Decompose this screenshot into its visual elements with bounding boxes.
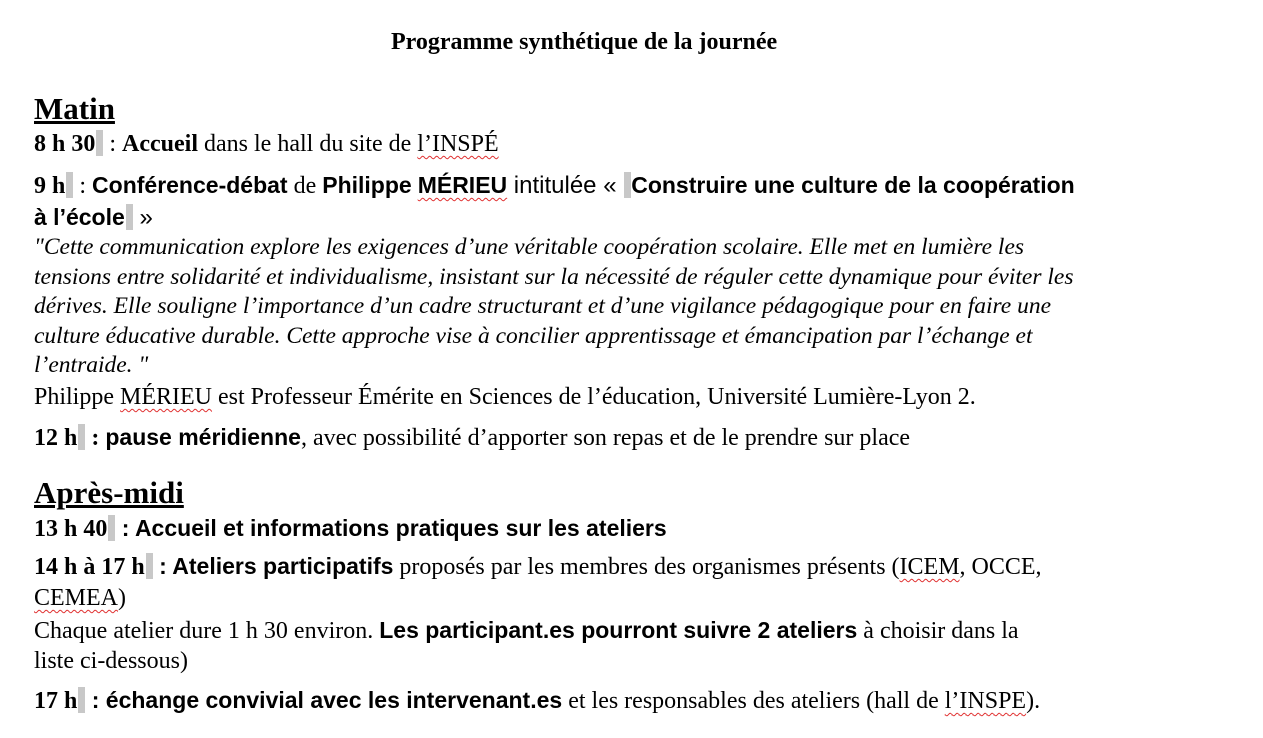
conference-title-continued bbox=[34, 202, 153, 233]
ateliers-duration bbox=[34, 615, 1019, 646]
time-label: 14 h à 17 h bbox=[34, 554, 145, 580]
item-text: liste ci-dessous) bbox=[34, 648, 188, 674]
item-label: : Ateliers participatifs bbox=[152, 553, 394, 579]
schedule-item-echange bbox=[34, 685, 1040, 716]
item-text: ) bbox=[118, 585, 126, 611]
ateliers-continued bbox=[34, 583, 126, 613]
time-label: 9 h bbox=[34, 173, 66, 199]
abstract-line: culture éducative durable. Cette approche vise à concilier apprentissage et émancipation par l’échange et bbox=[34, 322, 1033, 349]
item-label: : échange convivial avec les intervenant.es bbox=[85, 687, 563, 713]
abstract-line: l’entraide. " bbox=[34, 352, 149, 378]
abstract-line: dérives. Elle souligne l’importance d’un cadre structurant et d’une vigilance pédagogique pour en faire une bbox=[34, 293, 1052, 319]
conference-title-line-1: Construire une culture de la coopération bbox=[631, 172, 1075, 198]
item-label: Conférence-débat bbox=[92, 172, 288, 198]
org-name: CEMEA bbox=[34, 585, 118, 611]
separator: : bbox=[103, 131, 123, 157]
time-label: 12 h bbox=[34, 425, 78, 451]
schedule-item-ateliers bbox=[34, 551, 1042, 582]
item-highlight: Les participant.es pourront suivre 2 ateliers bbox=[379, 617, 858, 643]
bio-text: est Professeur Émérite en Sciences de l’éducation, Université Lumière-Lyon 2. bbox=[212, 384, 976, 410]
item-text: Chaque atelier dure 1 h 30 environ. bbox=[34, 618, 380, 644]
item-text: dans le hall du site de bbox=[198, 131, 418, 157]
item-text: , OCCE, bbox=[959, 554, 1042, 580]
close-quote: » bbox=[132, 204, 153, 231]
conference-abstract bbox=[34, 233, 1184, 381]
item-text: ). bbox=[1026, 688, 1041, 714]
schedule-item-accueil bbox=[34, 129, 499, 159]
item-label: : Accueil et informations pratiques sur les ateliers bbox=[115, 515, 667, 541]
item-label: pause méridienne bbox=[105, 424, 301, 450]
item-text: et les responsables des ateliers (hall de bbox=[562, 688, 945, 714]
bio-name: MÉRIEU bbox=[120, 384, 213, 410]
speaker-surname: MÉRIEU bbox=[417, 172, 508, 198]
time-label: 8 h 30 bbox=[34, 131, 96, 157]
speaker-bio bbox=[34, 382, 976, 412]
section-heading-apres-midi: Après-midi bbox=[34, 475, 184, 510]
section-heading-matin: Matin bbox=[34, 91, 115, 126]
place-name: l’INSPE bbox=[944, 688, 1027, 714]
abstract-line: "Cette communication explore les exigences d’une véritable coopération scolaire. Elle met en lumière les bbox=[34, 234, 1025, 260]
time-label: 17 h bbox=[34, 688, 78, 714]
item-text: à choisir dans la bbox=[857, 618, 1019, 644]
separator: : bbox=[73, 173, 93, 199]
schedule-item-infos bbox=[34, 513, 667, 544]
item-label: Accueil bbox=[122, 131, 199, 157]
field-marker bbox=[146, 553, 153, 579]
field-marker bbox=[126, 204, 133, 230]
schedule-item-conference bbox=[34, 170, 1075, 201]
speaker-name: Philippe bbox=[322, 172, 412, 198]
place-name: l’INSPÉ bbox=[417, 131, 499, 157]
item-text: , avec possibilité d’apporter son repas et de le prendre sur place bbox=[300, 425, 911, 451]
item-text: intitulée « bbox=[507, 172, 624, 199]
bio-text: Philippe bbox=[34, 384, 121, 410]
conference-title-line-2: à l’école bbox=[34, 204, 125, 230]
schedule-item-pause bbox=[34, 422, 910, 453]
separator: : bbox=[85, 425, 106, 451]
page-title: Programme synthétique de la journée bbox=[391, 29, 778, 55]
ateliers-duration-continued bbox=[34, 646, 188, 676]
time-label: 13 h 40 bbox=[34, 516, 108, 542]
abstract-line: tensions entre solidarité et individualisme, insistant sur la nécessité de réguler cette dynamique pour éviter les bbox=[34, 263, 1074, 290]
org-name: ICEM bbox=[899, 554, 960, 580]
item-text: proposés par les membres des organismes présents ( bbox=[393, 554, 900, 580]
item-text: de bbox=[287, 173, 323, 199]
